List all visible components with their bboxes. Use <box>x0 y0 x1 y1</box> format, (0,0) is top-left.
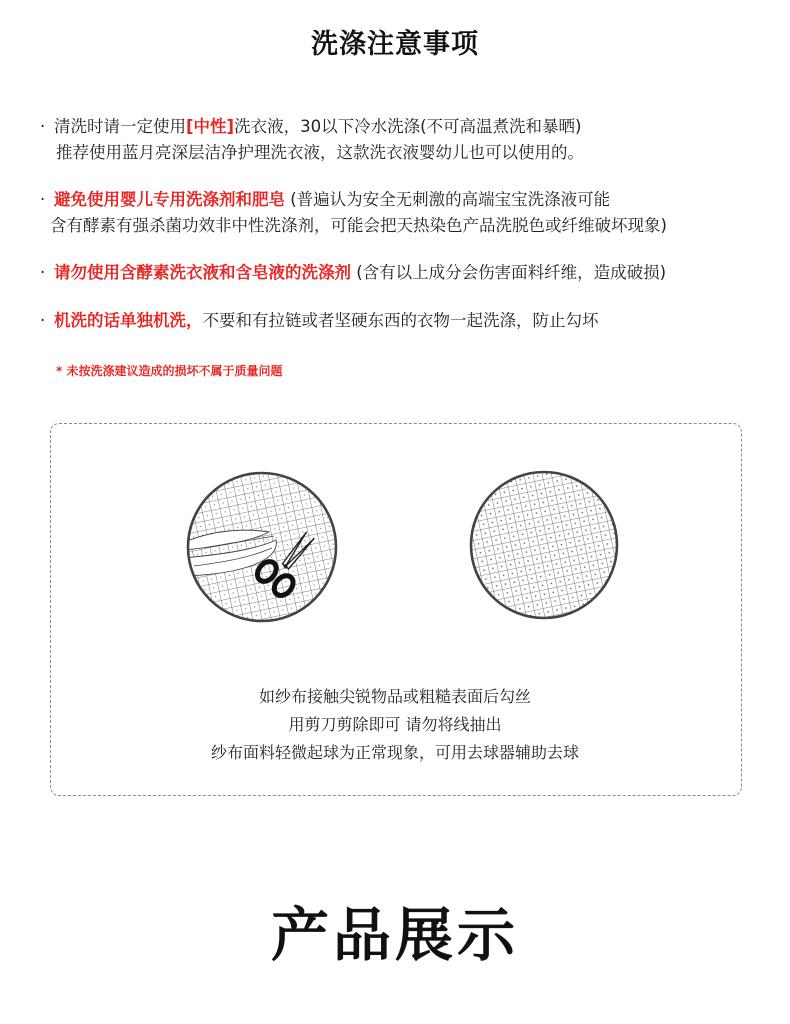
care-item-4-post: 不要和有拉链或者坚硬东西的衣物一起洗涤，防止勾坏 <box>202 311 599 330</box>
care-item-3-highlight: 请勿使用含酵素洗衣液和含皂液的洗涤剂 <box>54 263 351 282</box>
care-item-1-post: 洗衣液，30以下冷水洗涤(不可高温煮洗和暴晒) <box>234 117 582 136</box>
fabric-snag-scissors-icon <box>184 470 344 630</box>
bullet: · <box>40 190 46 209</box>
care-item-2-line2: 含有酵素有强杀菌功效非中性洗涤剂，可能会把天热染色产品洗脱色或纤维破坏现象) <box>50 216 667 235</box>
section-title: 产品展示 <box>270 901 519 969</box>
care-item-1-line2: 推荐使用蓝月亮深层洁净护理洗衣液，这款洗衣液婴幼儿也可以使用的。 <box>56 143 584 162</box>
page-title: 洗涤注意事项 <box>311 29 479 60</box>
bullet: · <box>40 311 46 330</box>
care-item-3-post: (含有以上成分会伤害面料纤维，造成破损) <box>351 263 667 282</box>
care-caption-1: 如纱布接触尖锐物品或粗糙表面后勾丝 <box>258 687 531 706</box>
bullet: · <box>40 263 46 282</box>
care-item-2-post: (普遍认为安全无刺激的高端宝宝洗涤液可能 <box>285 190 611 209</box>
care-item-2-highlight: 避免使用婴儿专用洗涤剂和肥皂 <box>54 190 285 209</box>
care-caption-2: 用剪刀剪除即可 请勿将线抽出 <box>288 715 502 734</box>
fabric-pilling-icon <box>467 468 623 624</box>
care-item-1 <box>40 114 584 166</box>
care-item-1-pre: 清洗时请一定使用 <box>54 117 186 136</box>
care-item-4-highlight: 机洗的话单独机洗， <box>54 311 203 330</box>
care-item-2 <box>40 187 667 239</box>
quality-note: * 未按洗涤建议造成的损坏不属于质量问题 <box>56 364 283 378</box>
care-item-4 <box>40 308 599 334</box>
care-caption-3: 纱布面料轻微起球为正常现象，可用去球器辅助去球 <box>210 743 579 762</box>
bullet: · <box>40 117 46 136</box>
care-item-3 <box>40 260 666 286</box>
care-item-1-highlight: [中性] <box>186 117 235 136</box>
